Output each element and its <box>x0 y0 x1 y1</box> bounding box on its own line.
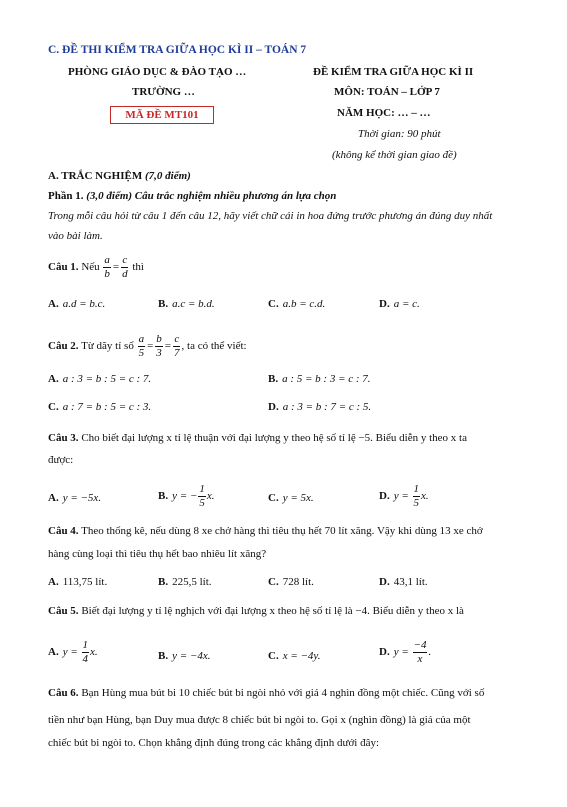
fraction-minus4-x: $\frac{-4}{x}$ <box>413 639 427 665</box>
q4-option-b[interactable]: B. 225,5 lít. <box>158 576 212 588</box>
q5-option-b[interactable]: B. y = −4x. <box>158 650 211 662</box>
q2-option-c[interactable]: C. a : 7 = b : 5 = c : 3. <box>48 401 152 413</box>
question-5-line-1: Biết đại lượng y tỉ lệ nghịch với đại lượng x theo hệ số tỉ lệ là −4. Biểu diễn y theo x là <box>78 605 464 617</box>
q2-option-a[interactable]: A. a : 3 = b : 5 = c : 7. <box>48 373 152 385</box>
q5-option-c[interactable]: C. x = −4y. <box>268 650 321 662</box>
question-1: Câu 1. Nếu $\frac{a}{b}$ = $\frac{c}{d}$ thì <box>48 254 144 280</box>
q4-option-a[interactable]: A. 113,75 lít. <box>48 576 108 588</box>
q1-option-b[interactable]: B. a.c = b.d. <box>158 298 215 310</box>
part-a-heading <box>48 170 191 182</box>
fraction-a-5: $\frac{a}{5}$ <box>138 333 145 359</box>
part-a-title: A. TRẮC NGHIỆM <box>48 170 145 182</box>
question-4-line-2: hàng cùng loại thì tiêu thụ hết bao nhiêu lít xăng? <box>48 548 267 560</box>
q3-option-a[interactable]: A. y = −5x. <box>48 492 102 504</box>
q5-option-d[interactable]: D. y = $\frac{-4}{x}$ . <box>379 639 432 665</box>
fraction-1-4: $\frac{1}{4}$ <box>82 639 89 665</box>
q1-option-c[interactable]: C. a.b = c.d. <box>268 298 326 310</box>
school-name: TRƯỜNG … <box>132 86 195 98</box>
q3-option-c[interactable]: C. y = 5x. <box>268 492 314 504</box>
question-3-line-2: được: <box>48 454 74 466</box>
fraction-c-7: $\frac{c}{7}$ <box>174 333 180 359</box>
question-6-label: Câu 6. <box>48 687 79 699</box>
instruction-line-1: Trong mỗi câu hỏi từ câu 1 đến câu 12, hãy viết chữ cái in hoa đứng trước phương án đúng duy nhất <box>48 210 493 222</box>
q4-option-c[interactable]: C. 728 lít. <box>268 576 314 588</box>
question-6-line-3: chiếc bút bi ngòi to. Chọn khẳng định đúng trong các khẳng định dưới đây: <box>48 737 380 749</box>
exam-title: ĐỀ KIỂM TRA GIỮA HỌC KÌ II <box>313 66 474 78</box>
fraction-b-3: $\frac{b}{3}$ <box>156 333 162 359</box>
question-6 <box>48 687 484 699</box>
question-3-line-1: Cho biết đại lượng x tỉ lệ thuận với đại lượng y theo hệ số tỉ lệ −5. Biểu diễn y theo x ta <box>78 432 467 444</box>
question-2: Câu 2. Từ dãy tỉ số $\frac{a}{5}$ = $\frac{b}{3}$ = $\frac{c}{7}$ , ta có thể viết: <box>48 333 247 359</box>
question-5-label: Câu 5. <box>48 605 79 617</box>
q1-option-a[interactable]: A. a.d = b.c. <box>48 298 106 310</box>
subject-line: MÔN: TOÁN – LỚP 7 <box>334 86 440 98</box>
section-title: C. ĐỀ THI KIỂM TRA GIỮA HỌC KÌ II – TOÁN 7 <box>48 44 307 56</box>
question-3-label: Câu 3. <box>48 432 79 444</box>
q5-option-a[interactable]: A. y = $\frac{1}{4}$ x. <box>48 639 98 665</box>
question-4-label: Câu 4. <box>48 525 79 537</box>
part-1-title: Câu trắc nghiệm nhiều phương án lựa chọn <box>132 190 337 202</box>
question-2-post: , ta có thể viết: <box>181 340 247 353</box>
fraction-1-5: $\frac{1}{5}$ <box>413 483 420 509</box>
question-6-line-2: tiền như bạn Hùng, bạn Duy mua được 8 chiếc bút bi ngòi to. Gọi x (nghìn đồng) là giá của một <box>48 714 471 726</box>
exam-time: Thời gian: 90 phút <box>358 128 441 140</box>
exam-code-box: MÃ ĐỀ MT101 <box>110 106 214 124</box>
fraction-1-5: $\frac{1}{5}$ <box>199 483 205 509</box>
question-3 <box>48 432 467 444</box>
part-1-points: (3,0 điểm) <box>86 190 133 202</box>
exam-time-note: (không kể thời gian giao đề) <box>332 149 457 161</box>
instruction-line-2: vào bài làm. <box>48 230 103 242</box>
q2-option-d[interactable]: D. a : 3 = b : 7 = c : 5. <box>268 401 372 413</box>
q1-option-d[interactable]: D. a = c. <box>379 298 420 310</box>
question-1-post: thì <box>132 261 144 274</box>
department-name: PHÒNG GIÁO DỤC & ĐÀO TẠO … <box>68 66 247 78</box>
question-4 <box>48 525 483 537</box>
part-a-points: (7,0 điểm) <box>144 170 191 182</box>
fraction-c-d: $\frac{c}{d}$ <box>122 254 128 280</box>
school-year: NĂM HỌC: … – … <box>337 107 431 119</box>
q2-option-b[interactable]: B. a : 5 = b : 3 = c : 7. <box>268 373 371 385</box>
question-6-line-1: Bạn Hùng mua bút bi 10 chiếc bút bi ngòi nhỏ với giá 4 nghìn đồng một chiếc. Cũng với số <box>78 687 485 699</box>
q3-option-d[interactable]: D. y = $\frac{1}{5}$ x. <box>379 483 429 509</box>
question-2-label: Câu 2. <box>48 340 79 353</box>
q4-option-d[interactable]: D. 43,1 lít. <box>379 576 428 588</box>
fraction-a-b: $\frac{a}{b}$ <box>104 254 110 280</box>
question-2-pre: Từ dãy tỉ số <box>78 340 137 353</box>
question-5 <box>48 605 464 617</box>
q3-option-b[interactable]: B. y = − $\frac{1}{5}$ x. <box>158 483 215 509</box>
question-4-line-1: Theo thống kê, nếu dùng 8 xe chở hàng thì tiêu thụ hết 70 lít xăng. Vậy khi dùng 13 xe chở <box>78 525 483 537</box>
question-1-label: Câu 1. <box>48 261 79 274</box>
question-1-pre: Nếu <box>78 261 103 274</box>
part-1-label: Phần 1. <box>48 190 87 202</box>
part-1-heading <box>48 190 336 202</box>
